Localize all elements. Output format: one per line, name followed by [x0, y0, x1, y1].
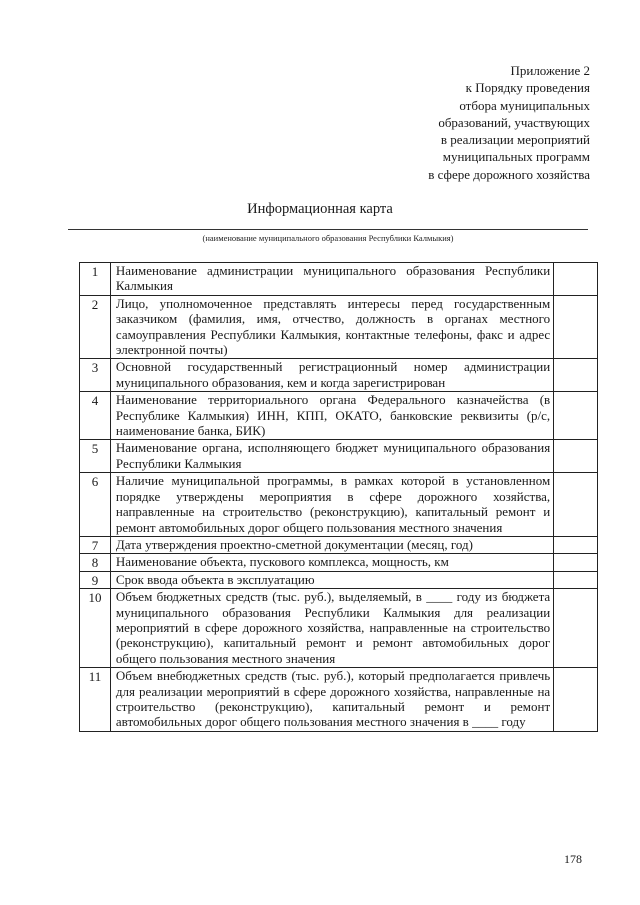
row-text: Наименование территориального органа Федерального казначейства (в Республике Калмыкия) ИНН, КПП, ОКАТО, банковские реквизиты (р/с, наименование банка, БИК): [110, 392, 553, 440]
row-number: 6: [80, 473, 111, 537]
appendix-line: к Порядку проведения: [465, 80, 590, 96]
row-number: 11: [80, 668, 111, 732]
row-number: 5: [80, 440, 111, 473]
row-number: 9: [80, 571, 111, 588]
row-value-cell: [554, 473, 598, 537]
row-text: Лицо, уполномоченное представлять интересы перед государственным заказчиком (фамилия, имя, отчество, должность в органах местного самоуправления Республики Калмыкия, контактные телефоны, факс и адрес электронной почты): [110, 295, 553, 359]
row-text: Срок ввода объекта в эксплуатацию: [110, 571, 553, 588]
row-text: Наименование объекта, пускового комплекса, мощность, км: [110, 554, 553, 571]
document-title: Информационная карта: [247, 201, 393, 217]
table-row: [80, 571, 598, 588]
table-row: [80, 295, 598, 359]
appendix-line: образований, участвующих: [438, 114, 590, 130]
appendix-line: в реализации мероприятий: [440, 132, 590, 148]
info-card-table: [79, 262, 598, 732]
table-row: [80, 359, 598, 392]
row-number: 2: [80, 295, 111, 359]
appendix-line: муниципальных программ: [442, 149, 590, 165]
table-row: [80, 473, 598, 537]
table-row: [80, 392, 598, 440]
table-row: [80, 263, 598, 296]
table-row: [80, 554, 598, 571]
row-text: Наименование органа, исполняющего бюджет муниципального образования Республики Калмыкия: [110, 440, 553, 473]
row-value-cell: [554, 589, 598, 668]
row-number: 7: [80, 536, 111, 553]
appendix-line: Приложение 2: [510, 63, 590, 78]
appendix-line: в сфере дорожного хозяйства: [428, 166, 590, 182]
row-value-cell: [554, 263, 598, 296]
row-value-cell: [554, 554, 598, 571]
row-text: Наличие муниципальной программы, в рамках которой в установленном порядке утверждены мероприятия в сфере дорожного хозяйства, направленные на строительство (реконструкцию), капитальный ремонт и ремонт автомобильных дорог общего пользования местного значения: [110, 473, 553, 537]
appendix-header: [428, 62, 590, 183]
row-value-cell: [554, 440, 598, 473]
table-row: [80, 668, 598, 732]
row-text: Дата утверждения проектно-сметной документации (месяц, год): [110, 536, 553, 553]
page-number: 178: [564, 852, 582, 866]
table-row: [80, 440, 598, 473]
row-value-cell: [554, 392, 598, 440]
appendix-line: отбора муниципальных: [459, 97, 590, 113]
row-text: Основной государственный регистрационный номер администрации муниципального образования, кем и когда зарегистрирован: [110, 359, 553, 392]
row-value-cell: [554, 668, 598, 732]
row-number: 1: [80, 263, 111, 296]
row-value-cell: [554, 536, 598, 553]
table-row: [80, 589, 598, 668]
row-number: 10: [80, 589, 111, 668]
row-number: 8: [80, 554, 111, 571]
row-number: 3: [80, 359, 111, 392]
row-value-cell: [554, 295, 598, 359]
table-row: [80, 536, 598, 553]
row-text: Объем бюджетных средств (тыс. руб.), выделяемый, в ____ году из бюджета муниципального образования Республики Калмыкия для реализации мероприятий в сфере дорожного хозяйства, направленные на строительство (реконструкцию), капитальный ремонт и ремонт автомобильных дорог общего пользования местного значения: [110, 589, 553, 668]
row-value-cell: [554, 571, 598, 588]
row-value-cell: [554, 359, 598, 392]
row-text: Наименование администрации муниципального образования Республики Калмыкия: [110, 263, 553, 296]
row-number: 4: [80, 392, 111, 440]
row-text: Объем внебюджетных средств (тыс. руб.), который предполагается привлечь для реализации мероприятий в сфере дорожного хозяйства, направленные на строительство (реконструкцию), капитальный ремонт и ремонт автомобильных дорог общего пользования местного значения в ____ году: [110, 668, 553, 732]
municipality-name-caption: (наименование муниципального образования Республики Калмыкия): [202, 233, 454, 243]
municipality-name-line: [68, 229, 588, 230]
